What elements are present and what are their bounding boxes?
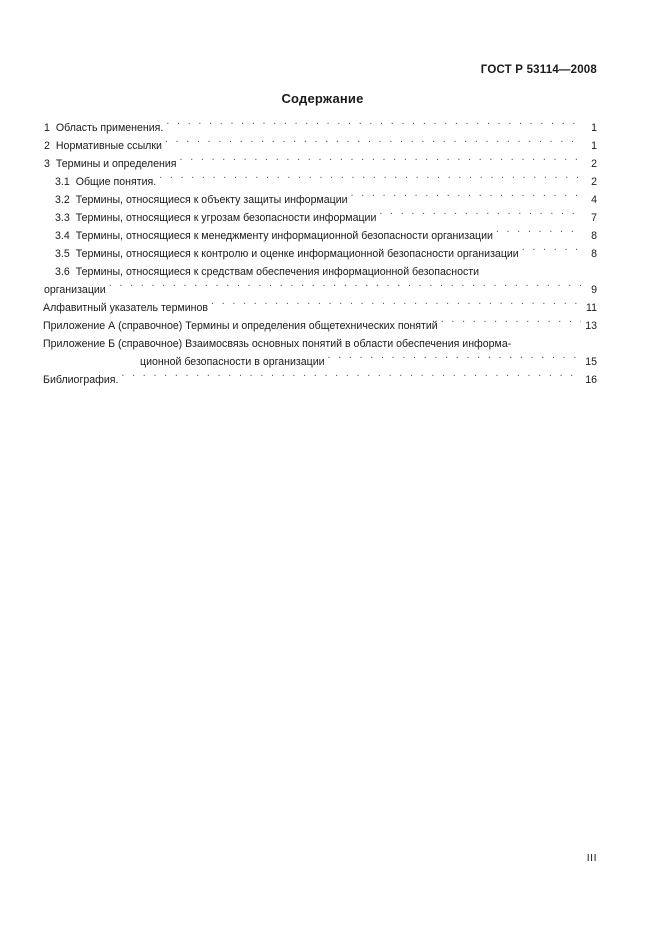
toc-dot-leader [109,279,581,293]
toc-entry-label: Приложение А (справочное) Термины и определения общетехнических понятий [43,320,438,332]
toc-dot-leader [496,225,581,239]
toc-entry-number: 2 [44,140,50,152]
toc-entry-label: Область применения. [55,122,164,134]
toc-entry-page-number: 1 [591,122,597,134]
toc-entry[interactable] [44,225,597,243]
toc-dot-leader [441,315,581,329]
toc-entry-page-number: 7 [591,212,597,224]
toc-entry-label: Термины, относящиеся к угрозам безопасности информации [75,212,377,224]
toc-entry-label: Термины, относящиеся к средствам обеспечения информационной безопасности [75,266,480,278]
toc-entry-number: 3 [44,158,50,170]
toc-dot-leader [166,117,581,131]
toc-entry-number: 3.1 [55,176,70,188]
toc-entry-label: Общие понятия. [75,176,157,188]
toc-dot-leader [165,135,581,149]
toc-entry-label: Термины, относящиеся к контролю и оценке информационной безопасности организации [75,248,519,260]
toc-entry-page-number: 9 [591,284,597,296]
toc-entry[interactable] [44,135,597,153]
toc-entry[interactable] [43,333,597,351]
toc-entry-number: 3.3 [55,212,70,224]
toc-entry-label: Термины, относящиеся к менеджменту информационной безопасности организации [75,230,493,242]
toc-entry-number: 1 [44,122,50,134]
document-standard-header: ГОСТ Р 53114—2008 [480,64,597,76]
toc-entry-page-number: 8 [591,230,597,242]
toc-entry-label: Нормативные ссылки [55,140,162,152]
toc-dot-leader [180,153,581,167]
toc-entry-page-number: 16 [585,374,597,386]
toc-entry-page-number: 8 [591,248,597,260]
toc-entry[interactable] [43,297,597,315]
toc-dot-leader [522,243,581,257]
toc-entry-page-number: 13 [585,320,597,332]
toc-entry-number: 3.6 [55,266,70,278]
toc-entry-number: 3.5 [55,248,70,260]
toc-entry[interactable] [44,351,597,369]
toc-entry-number: 3.4 [55,230,70,242]
toc-entry-label: организации [44,284,106,296]
toc-entry[interactable] [44,171,597,189]
toc-dot-leader [159,171,581,185]
toc-entry[interactable] [44,279,597,297]
toc-dot-leader [328,351,581,365]
toc-entry[interactable] [44,261,597,279]
toc-entry-label: ционной безопасности в организации [140,356,325,368]
toc-entry-label: Термины и определения [55,158,177,170]
toc-entry-number: 3.2 [55,194,70,206]
toc-entry-page-number: 15 [585,356,597,368]
toc-entry-page-number: 2 [591,176,597,188]
page-title: Содержание [281,91,364,106]
toc-entry[interactable] [43,315,597,333]
toc-entry-page-number: 11 [586,302,597,314]
toc-entry-label: Алфавитный указатель терминов [43,302,209,314]
toc-dot-leader [121,369,581,383]
toc-entry-label: Библиография. [43,374,119,386]
toc-entry[interactable] [44,207,597,225]
toc-dot-leader [211,297,581,311]
toc-entry-label: Приложение Б (справочное) Взаимосвязь основных понятий в области обеспечения информа- [43,338,512,350]
toc-entry[interactable] [44,117,597,135]
toc-entry[interactable] [44,153,597,171]
toc-entry-page-number: 1 [591,140,597,152]
toc-entry-label: Термины, относящиеся к объекту защиты информации [75,194,348,206]
toc-entry-page-number: 4 [591,194,597,206]
page-number-footer: III [586,852,597,864]
toc-entry[interactable] [44,189,597,207]
toc-entry[interactable] [43,369,597,387]
toc-entry-page-number: 2 [591,158,597,170]
toc-dot-leader [379,207,581,221]
toc-dot-leader [351,189,581,203]
toc-entry[interactable] [44,243,597,261]
table-of-contents [44,117,597,387]
